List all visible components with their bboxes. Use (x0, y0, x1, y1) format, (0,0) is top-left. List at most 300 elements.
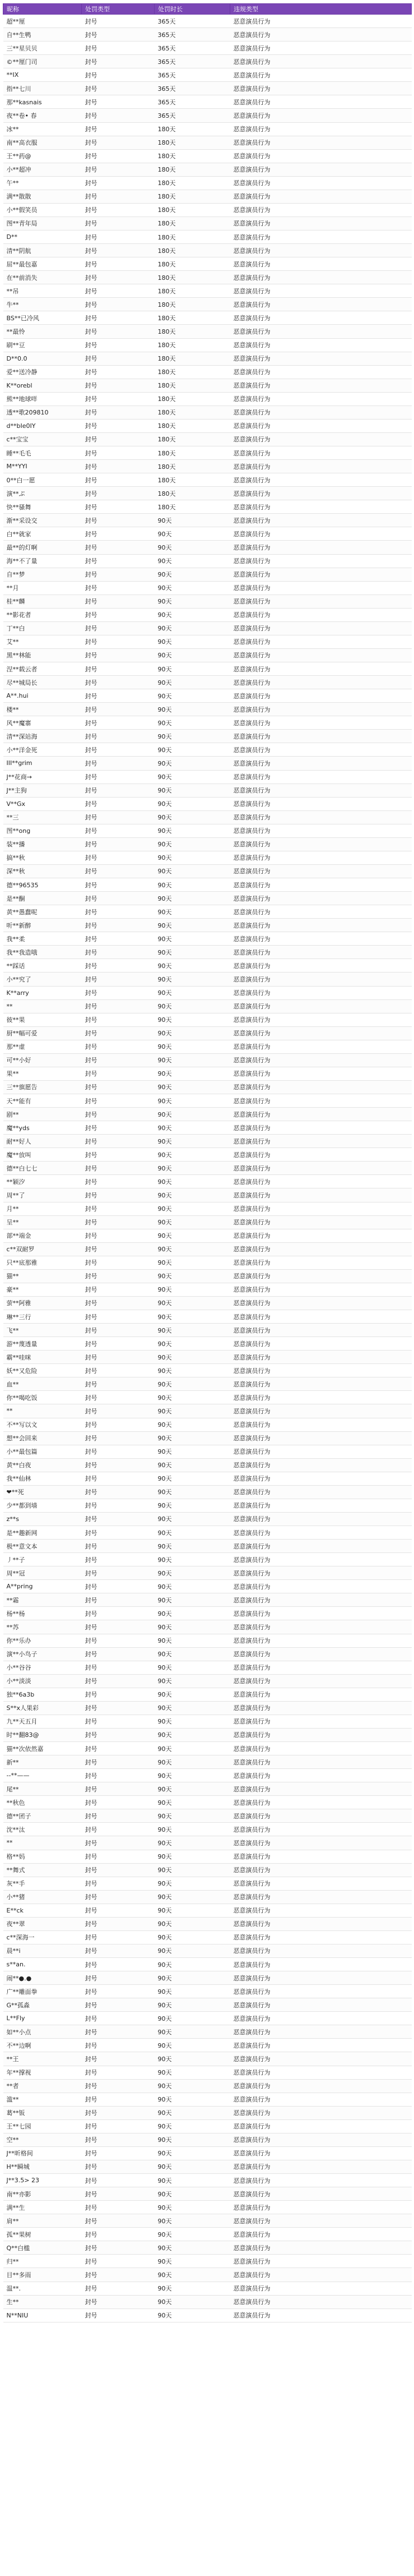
cell-nickname: 彼**果 (3, 1013, 82, 1026)
table-row (3, 1364, 412, 1377)
table-row (3, 460, 412, 473)
table-row (3, 824, 412, 837)
cell-penalty-type: 封号 (82, 1418, 155, 1431)
table-row (3, 959, 412, 973)
cell-penalty-type: 封号 (82, 1310, 155, 1324)
cell-penalty-type: 封号 (82, 2214, 155, 2228)
table-row (3, 122, 412, 136)
cell-penalty-duration: 90天 (155, 1661, 230, 1674)
cell-violation-type: 恶意演员行为 (230, 1256, 412, 1269)
cell-penalty-type: 封号 (82, 1175, 155, 1188)
cell-penalty-type: 封号 (82, 176, 155, 190)
cell-nickname: 0**白一愿 (3, 473, 82, 487)
cell-penalty-duration: 90天 (155, 878, 230, 892)
cell-penalty-duration: 90天 (155, 1647, 230, 1661)
cell-nickname: 演**小鸟子 (3, 1647, 82, 1661)
table-row (3, 2039, 412, 2052)
cell-nickname: K**orebl (3, 379, 82, 392)
cell-penalty-type: 封号 (82, 757, 155, 770)
table-row (3, 1728, 412, 1741)
cell-violation-type: 恶意演员行为 (230, 1121, 412, 1135)
cell-violation-type: 恶意演员行为 (230, 1593, 412, 1607)
cell-penalty-duration: 90天 (155, 2268, 230, 2282)
cell-penalty-type: 封号 (82, 284, 155, 298)
cell-violation-type: 恶意演员行为 (230, 1877, 412, 1890)
table-row (3, 784, 412, 797)
cell-penalty-type: 封号 (82, 2146, 155, 2160)
cell-violation-type: 恶意演员行为 (230, 1607, 412, 1620)
cell-penalty-type: 封号 (82, 1404, 155, 1418)
cell-penalty-type: 封号 (82, 1256, 155, 1269)
cell-violation-type: 恶意演员行为 (230, 1863, 412, 1877)
cell-violation-type: 恶意演员行为 (230, 1148, 412, 1162)
cell-nickname: 如**小点 (3, 2025, 82, 2039)
cell-violation-type: 恶意演员行为 (230, 432, 412, 446)
cell-penalty-duration: 180天 (155, 392, 230, 405)
cell-penalty-type: 封号 (82, 1053, 155, 1067)
table-row (3, 1836, 412, 1850)
table-row (3, 1175, 412, 1188)
table-row (3, 1944, 412, 1957)
cell-penalty-duration: 180天 (155, 352, 230, 365)
cell-penalty-duration: 90天 (155, 1904, 230, 1917)
cell-nickname: Q**白槛 (3, 2241, 82, 2255)
cell-penalty-duration: 90天 (155, 1202, 230, 1215)
cell-penalty-duration: 90天 (155, 2214, 230, 2228)
cell-penalty-type: 封号 (82, 1351, 155, 1364)
table-row (3, 554, 412, 568)
cell-violation-type: 恶意演员行为 (230, 1391, 412, 1404)
cell-violation-type: 恶意演员行为 (230, 2201, 412, 2214)
cell-nickname: 黑**林能 (3, 648, 82, 662)
cell-penalty-duration: 90天 (155, 1863, 230, 1877)
cell-penalty-duration: 365天 (155, 95, 230, 109)
table-row (3, 1580, 412, 1593)
table-row (3, 446, 412, 460)
table-row (3, 743, 412, 757)
cell-nickname: 满**散散 (3, 190, 82, 203)
cell-nickname: ** (3, 999, 82, 1013)
cell-penalty-type: 封号 (82, 2228, 155, 2241)
cell-nickname: **者 (3, 2079, 82, 2093)
cell-violation-type: 恶意演员行为 (230, 554, 412, 568)
cell-violation-type: 恶意演员行为 (230, 2214, 412, 2228)
cell-penalty-duration: 90天 (155, 864, 230, 878)
cell-violation-type: 恶意演员行为 (230, 136, 412, 149)
cell-nickname: **霜 (3, 1593, 82, 1607)
cell-nickname: 你**乐办 (3, 1634, 82, 1647)
cell-violation-type: 恶意演员行为 (230, 959, 412, 973)
cell-nickname: 装**播 (3, 837, 82, 851)
cell-penalty-duration: 180天 (155, 338, 230, 352)
cell-nickname: 夜**卷• 春 (3, 109, 82, 122)
cell-nickname: 极**意文本 (3, 1540, 82, 1553)
cell-penalty-type: 封号 (82, 1863, 155, 1877)
cell-penalty-type: 封号 (82, 2079, 155, 2093)
table-row (3, 1553, 412, 1566)
cell-penalty-duration: 90天 (155, 851, 230, 864)
table-row (3, 2174, 412, 2187)
cell-penalty-duration: 90天 (155, 716, 230, 730)
cell-nickname: 那**虚 (3, 1040, 82, 1053)
cell-penalty-duration: 365天 (155, 82, 230, 95)
cell-penalty-duration: 90天 (155, 1485, 230, 1499)
cell-penalty-type: 封号 (82, 743, 155, 757)
cell-nickname: 我**柔 (3, 932, 82, 946)
cell-violation-type: 恶意演员行为 (230, 527, 412, 541)
table-row (3, 15, 412, 28)
cell-violation-type: 恶意演员行为 (230, 824, 412, 837)
table-row (3, 1202, 412, 1215)
table-row (3, 1242, 412, 1256)
cell-nickname: 午** (3, 176, 82, 190)
cell-violation-type: 恶意演员行为 (230, 1809, 412, 1823)
table-row (3, 1661, 412, 1674)
cell-violation-type: 恶意演员行为 (230, 1026, 412, 1040)
table-row (3, 635, 412, 648)
cell-penalty-duration: 180天 (155, 231, 230, 244)
cell-penalty-type: 封号 (82, 1540, 155, 1553)
cell-penalty-type: 封号 (82, 190, 155, 203)
table-row (3, 1148, 412, 1162)
cell-nickname: 天**能有 (3, 1094, 82, 1108)
cell-nickname: D**0.0 (3, 352, 82, 365)
cell-penalty-duration: 90天 (155, 1580, 230, 1593)
cell-violation-type: 恶意演员行为 (230, 1526, 412, 1540)
cell-penalty-type: 封号 (82, 541, 155, 554)
cell-nickname: 透**歌209810 (3, 405, 82, 419)
cell-penalty-duration: 90天 (155, 1769, 230, 1782)
cell-penalty-duration: 180天 (155, 500, 230, 514)
cell-nickname: 飞** (3, 1324, 82, 1337)
cell-penalty-type: 封号 (82, 392, 155, 405)
cell-violation-type: 恶意演员行为 (230, 2012, 412, 2025)
table-row (3, 149, 412, 163)
table-row (3, 2268, 412, 2282)
cell-violation-type: 恶意演员行为 (230, 1040, 412, 1053)
cell-penalty-type: 封号 (82, 1526, 155, 1540)
cell-penalty-duration: 90天 (155, 1283, 230, 1296)
table-row (3, 2308, 412, 2322)
cell-penalty-duration: 180天 (155, 311, 230, 325)
cell-violation-type: 恶意演员行为 (230, 1634, 412, 1647)
cell-violation-type: 恶意演员行为 (230, 405, 412, 419)
table-row (3, 2052, 412, 2066)
cell-penalty-type: 封号 (82, 1985, 155, 1998)
cell-violation-type: 恶意演员行为 (230, 1162, 412, 1175)
cell-violation-type: 恶意演员行为 (230, 1620, 412, 1634)
cell-nickname: 空** (3, 2133, 82, 2146)
cell-penalty-duration: 90天 (155, 1094, 230, 1108)
cell-violation-type: 恶意演员行为 (230, 851, 412, 864)
cell-nickname: BS**已冷风 (3, 311, 82, 325)
cell-penalty-duration: 90天 (155, 973, 230, 986)
cell-penalty-type: 封号 (82, 2133, 155, 2146)
cell-violation-type: 恶意演员行为 (230, 216, 412, 230)
table-row (3, 1324, 412, 1337)
table-row (3, 1269, 412, 1283)
cell-penalty-duration: 90天 (155, 1715, 230, 1728)
cell-violation-type: 恶意演员行为 (230, 1728, 412, 1741)
cell-penalty-duration: 90天 (155, 1782, 230, 1796)
cell-nickname: 是**趣新网 (3, 1526, 82, 1540)
cell-violation-type: 恶意演员行为 (230, 487, 412, 500)
cell-penalty-type: 封号 (82, 203, 155, 216)
cell-violation-type: 恶意演员行为 (230, 892, 412, 905)
cell-penalty-duration: 90天 (155, 932, 230, 946)
table-row (3, 1850, 412, 1863)
table-row (3, 1067, 412, 1080)
cell-penalty-duration: 90天 (155, 743, 230, 757)
table-row (3, 2214, 412, 2228)
table-row (3, 216, 412, 230)
table-row (3, 487, 412, 500)
cell-penalty-duration: 90天 (155, 2187, 230, 2201)
cell-penalty-type: 封号 (82, 136, 155, 149)
cell-penalty-type: 封号 (82, 1850, 155, 1863)
cell-nickname: 果** (3, 1067, 82, 1080)
cell-violation-type: 恶意演员行为 (230, 878, 412, 892)
cell-violation-type: 恶意演员行为 (230, 203, 412, 216)
cell-nickname: 小**淡淡 (3, 1674, 82, 1688)
table-row (3, 176, 412, 190)
table-row (3, 379, 412, 392)
cell-penalty-duration: 90天 (155, 730, 230, 743)
table-row (3, 973, 412, 986)
cell-penalty-type: 封号 (82, 1944, 155, 1957)
table-body (3, 15, 412, 2322)
table-row (3, 878, 412, 892)
cell-penalty-duration: 90天 (155, 2079, 230, 2093)
cell-penalty-type: 封号 (82, 973, 155, 986)
cell-nickname: J**主狗 (3, 784, 82, 797)
cell-violation-type: 恶意演员行为 (230, 176, 412, 190)
cell-violation-type: 恶意演员行为 (230, 1850, 412, 1863)
cell-nickname: s**an. (3, 1958, 82, 1971)
cell-penalty-type: 封号 (82, 1121, 155, 1135)
cell-penalty-duration: 90天 (155, 999, 230, 1013)
cell-penalty-duration: 90天 (155, 1607, 230, 1620)
cell-penalty-type: 封号 (82, 2174, 155, 2187)
cell-penalty-duration: 90天 (155, 2255, 230, 2268)
cell-penalty-duration: 90天 (155, 1324, 230, 1337)
cell-penalty-type: 封号 (82, 554, 155, 568)
cell-violation-type: 恶意演员行为 (230, 932, 412, 946)
table-row (3, 2282, 412, 2295)
cell-penalty-type: 封号 (82, 797, 155, 810)
cell-nickname: 刷**豆 (3, 338, 82, 352)
cell-nickname: III**grim (3, 757, 82, 770)
table-row (3, 500, 412, 514)
cell-penalty-duration: 365天 (155, 109, 230, 122)
table-row (3, 1877, 412, 1890)
cell-nickname: 桂**麟 (3, 595, 82, 608)
cell-violation-type: 恶意演员行为 (230, 1337, 412, 1351)
cell-penalty-type: 封号 (82, 1647, 155, 1661)
cell-penalty-duration: 90天 (155, 1917, 230, 1930)
table-row (3, 1026, 412, 1040)
cell-violation-type: 恶意演员行为 (230, 1269, 412, 1283)
cell-nickname: 周**冠 (3, 1566, 82, 1580)
cell-penalty-duration: 90天 (155, 1053, 230, 1067)
column-header-violation-type: 违规类型 (230, 4, 412, 15)
cell-penalty-duration: 90天 (155, 1890, 230, 1904)
cell-penalty-type: 封号 (82, 999, 155, 1013)
cell-violation-type: 恶意演员行为 (230, 2133, 412, 2146)
cell-nickname: 琳**三行 (3, 1310, 82, 1324)
cell-penalty-type: 封号 (82, 1080, 155, 1094)
cell-nickname: 深**秋 (3, 864, 82, 878)
cell-nickname: J**昕格间 (3, 2146, 82, 2160)
cell-penalty-duration: 90天 (155, 1351, 230, 1364)
cell-nickname: 自**梦 (3, 568, 82, 581)
cell-penalty-type: 封号 (82, 595, 155, 608)
table-row (3, 1674, 412, 1688)
table-row (3, 1013, 412, 1026)
cell-nickname: 渐**采设交 (3, 514, 82, 527)
table-row (3, 851, 412, 864)
cell-penalty-type: 封号 (82, 837, 155, 851)
cell-penalty-type: 封号 (82, 28, 155, 42)
cell-nickname: 爱**送冷静 (3, 365, 82, 379)
cell-penalty-duration: 180天 (155, 379, 230, 392)
cell-penalty-type: 封号 (82, 621, 155, 635)
cell-penalty-duration: 90天 (155, 1796, 230, 1809)
cell-violation-type: 恶意演员行为 (230, 82, 412, 95)
cell-violation-type: 恶意演员行为 (230, 2052, 412, 2066)
cell-penalty-type: 封号 (82, 446, 155, 460)
cell-penalty-duration: 90天 (155, 1728, 230, 1741)
cell-penalty-duration: 180天 (155, 176, 230, 190)
cell-penalty-type: 封号 (82, 1917, 155, 1930)
cell-violation-type: 恶意演员行为 (230, 1823, 412, 1836)
cell-violation-type: 恶意演员行为 (230, 1553, 412, 1566)
table-row (3, 1904, 412, 1917)
cell-penalty-type: 封号 (82, 1701, 155, 1715)
table-row (3, 1917, 412, 1930)
cell-violation-type: 恶意演员行为 (230, 68, 412, 82)
cell-violation-type: 恶意演员行为 (230, 1175, 412, 1188)
cell-penalty-type: 封号 (82, 2187, 155, 2201)
cell-penalty-duration: 90天 (155, 581, 230, 595)
cell-nickname: 想**会回来 (3, 1431, 82, 1445)
cell-violation-type: 恶意演员行为 (230, 460, 412, 473)
penalty-table (3, 3, 412, 2322)
table-row (3, 82, 412, 95)
table-row (3, 1701, 412, 1715)
cell-penalty-duration: 90天 (155, 1985, 230, 1998)
cell-penalty-duration: 90天 (155, 2052, 230, 2066)
table-row (3, 1526, 412, 1540)
cell-penalty-duration: 90天 (155, 568, 230, 581)
cell-nickname: V**Gx (3, 797, 82, 810)
cell-penalty-type: 封号 (82, 676, 155, 689)
cell-penalty-duration: 365天 (155, 28, 230, 42)
cell-violation-type: 恶意演员行为 (230, 2308, 412, 2322)
cell-nickname: 满**生 (3, 2201, 82, 2214)
cell-violation-type: 恶意演员行为 (230, 1499, 412, 1512)
cell-nickname: 德**96535 (3, 878, 82, 892)
cell-penalty-duration: 90天 (155, 946, 230, 959)
table-row (3, 2241, 412, 2255)
cell-violation-type: 恶意演员行为 (230, 837, 412, 851)
table-row (3, 2066, 412, 2079)
cell-violation-type: 恶意演员行为 (230, 311, 412, 325)
table-row (3, 1040, 412, 1053)
table-row (3, 1782, 412, 1796)
table-row (3, 1688, 412, 1701)
cell-penalty-duration: 90天 (155, 2146, 230, 2160)
cell-violation-type: 恶意演员行为 (230, 716, 412, 730)
cell-penalty-type: 封号 (82, 1607, 155, 1620)
table-row (3, 55, 412, 68)
table-row (3, 986, 412, 999)
cell-penalty-type: 封号 (82, 1148, 155, 1162)
cell-nickname: ©**厘门司 (3, 55, 82, 68)
cell-nickname: H**瞬城 (3, 2160, 82, 2173)
cell-penalty-type: 封号 (82, 1769, 155, 1782)
cell-nickname: 不**边啊 (3, 2039, 82, 2052)
cell-nickname: c**深海一 (3, 1930, 82, 1944)
cell-penalty-duration: 180天 (155, 163, 230, 176)
cell-nickname: 部**端金 (3, 1229, 82, 1242)
table-row (3, 2255, 412, 2268)
cell-nickname: **吊 (3, 284, 82, 298)
cell-violation-type: 恶意演员行为 (230, 784, 412, 797)
cell-nickname: 霸**哇咪 (3, 1351, 82, 1364)
cell-violation-type: 恶意演员行为 (230, 743, 412, 757)
cell-nickname: 肩** (3, 2214, 82, 2228)
column-header-penalty-duration: 处罚时长 (155, 4, 230, 15)
cell-violation-type: 恶意演员行为 (230, 1998, 412, 2012)
cell-penalty-type: 封号 (82, 892, 155, 905)
cell-penalty-duration: 90天 (155, 621, 230, 635)
cell-violation-type: 恶意演员行为 (230, 1755, 412, 1769)
cell-violation-type: 恶意演员行为 (230, 244, 412, 257)
table-row (3, 163, 412, 176)
cell-penalty-type: 封号 (82, 379, 155, 392)
cell-violation-type: 恶意演员行为 (230, 1769, 412, 1782)
cell-penalty-duration: 90天 (155, 703, 230, 716)
cell-violation-type: 恶意演员行为 (230, 1310, 412, 1324)
cell-violation-type: 恶意演员行为 (230, 568, 412, 581)
cell-nickname: J**花商→ (3, 770, 82, 784)
cell-violation-type: 恶意演员行为 (230, 1013, 412, 1026)
cell-nickname: c**宝宝 (3, 432, 82, 446)
table-row (3, 892, 412, 905)
cell-penalty-duration: 90天 (155, 1242, 230, 1256)
cell-penalty-duration: 90天 (155, 1701, 230, 1715)
cell-penalty-duration: 90天 (155, 2133, 230, 2146)
cell-violation-type: 恶意演员行为 (230, 1715, 412, 1728)
table-row (3, 28, 412, 42)
cell-nickname: 小**假笑员 (3, 203, 82, 216)
table-row (3, 1053, 412, 1067)
cell-penalty-type: 封号 (82, 231, 155, 244)
cell-penalty-type: 封号 (82, 1269, 155, 1283)
cell-nickname: 在**前消失 (3, 271, 82, 284)
cell-penalty-duration: 90天 (155, 905, 230, 919)
cell-violation-type: 恶意演员行为 (230, 149, 412, 163)
cell-nickname: 图**ong (3, 824, 82, 837)
table-row (3, 95, 412, 109)
table-row (3, 1377, 412, 1391)
cell-penalty-type: 封号 (82, 1162, 155, 1175)
table-row (3, 405, 412, 419)
cell-penalty-duration: 90天 (155, 676, 230, 689)
table-row (3, 2228, 412, 2241)
table-row (3, 1215, 412, 1229)
